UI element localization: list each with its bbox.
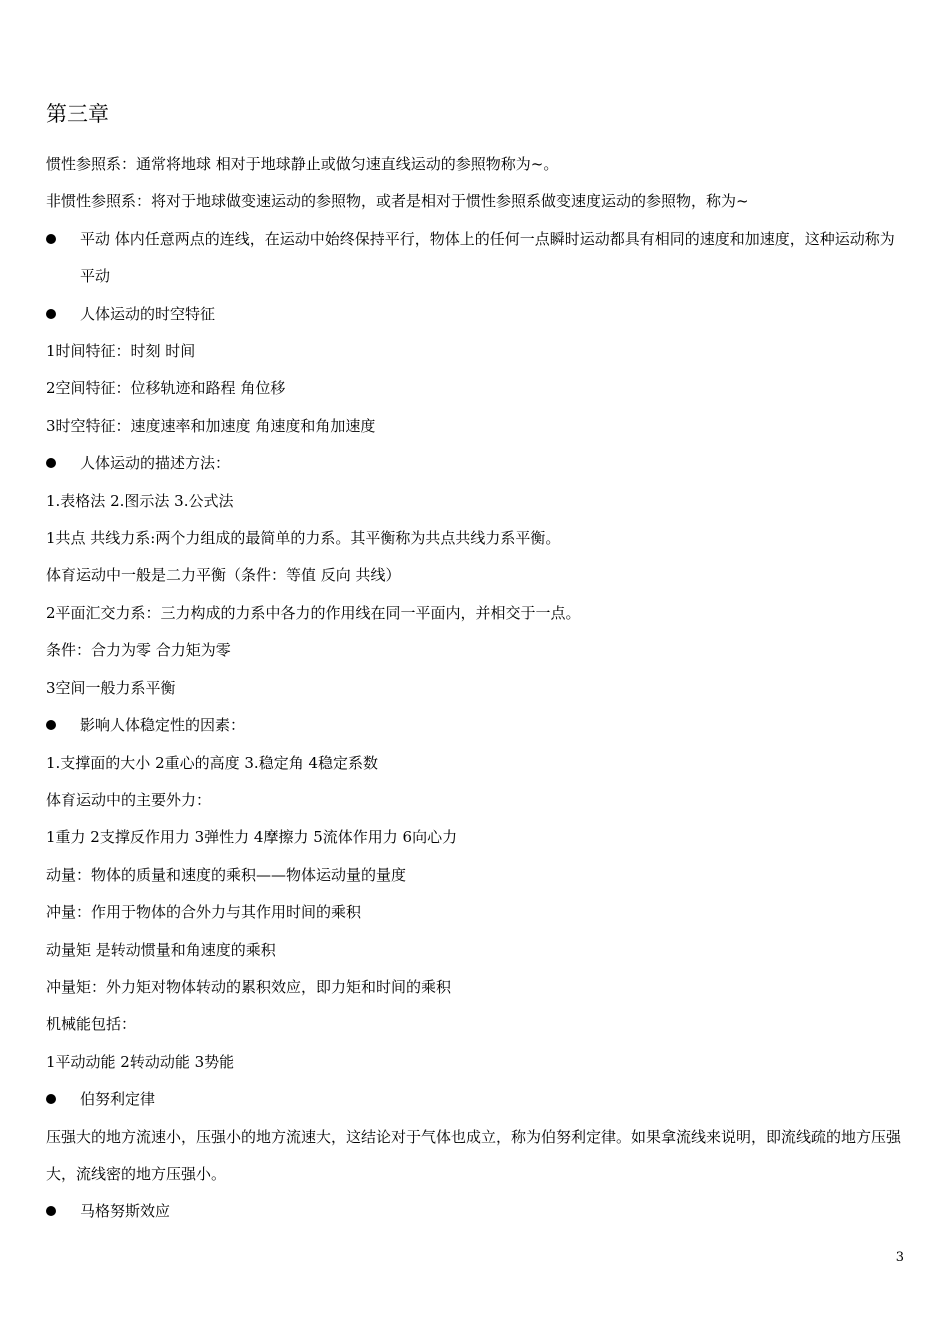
paragraph-spatial-forces: 3空间一般力系平衡 <box>46 678 176 697</box>
paragraph-mechanical-energy: 机械能包括： <box>46 1015 137 1034</box>
bullet-item-translation <box>46 221 906 296</box>
bullet-icon <box>46 1206 56 1216</box>
chapter-heading: 第三章 <box>46 102 109 126</box>
paragraph-conditions: 条件：合力为零 合力矩为零 <box>46 641 231 660</box>
bullet-item-stability-factors <box>46 707 906 744</box>
bullet-text: 影响人体稳定性的因素： <box>80 716 246 735</box>
document-content <box>46 96 906 1231</box>
bullet-icon <box>46 234 56 244</box>
paragraph-inertial-frame: 惯性参照系：通常将地球 相对于地球静止或做匀速直线运动的参照物称为~。 <box>46 155 559 173</box>
paragraph-concurrent-forces: 2平面汇交力系：三力构成的力系中各力的作用线在同一平面内，并相交于一点。 <box>46 603 581 622</box>
list-item-energy: 1平动动能 2转动动能 3势能 <box>46 1052 235 1071</box>
list-item-time: 1时间特征：时刻 时间 <box>46 342 196 361</box>
bullet-item-description-methods <box>46 445 906 482</box>
paragraph-bernoulli: 压强大的地方流速小，压强小的地方流速大，这结论对于气体也成立，称为伯努利定律。如果拿流线来说明，即流线疏的地方压强大，流线密的地方压强小。 <box>46 1127 902 1183</box>
list-item-forces: 1重力 2支撑反作用力 3弹性力 4摩擦力 5流体作用力 6向心力 <box>46 828 458 847</box>
bullet-text: 人体运动的描述方法： <box>80 454 231 473</box>
bullet-item-bernoulli <box>46 1081 906 1118</box>
paragraph-angular-impulse: 冲量矩：外力矩对物体转动的累积效应，即力矩和时间的乘积 <box>46 977 452 996</box>
list-item-space: 2空间特征：位移轨迹和路程 角位移 <box>46 379 286 398</box>
bullet-icon <box>46 1094 56 1104</box>
bullet-icon <box>46 720 56 730</box>
list-item-methods: 1.表格法 2.图示法 3.公式法 <box>46 491 234 510</box>
paragraph-angular-momentum: 动量矩 是转动惯量和角速度的乘积 <box>46 940 276 959</box>
page-number: 3 <box>895 1250 904 1265</box>
paragraph-external-forces: 体育运动中的主要外力： <box>46 790 212 809</box>
bullet-text: 马格努斯效应 <box>80 1202 171 1221</box>
paragraph-collinear-forces: 1共点 共线力系:两个力组成的最简单的力系。其平衡称为共点共线力系平衡。 <box>46 529 561 548</box>
bullet-text: 人体运动的时空特征 <box>80 304 216 323</box>
paragraph-noninertial-frame: 非惯性参照系：将对于地球做变速运动的参照物，或者是相对于惯性参照系做变速度运动的参照物，称为~ <box>46 192 749 211</box>
bullet-item-spacetime <box>46 296 906 333</box>
bullet-item-magnus <box>46 1193 906 1230</box>
bullet-text: 伯努利定律 <box>80 1090 156 1109</box>
bullet-icon <box>46 458 56 468</box>
bullet-icon <box>46 309 56 319</box>
list-item-stability: 1.支撑面的大小 2重心的高度 3.稳定角 4稳定系数 <box>46 753 379 772</box>
paragraph-two-force-balance: 体育运动中一般是二力平衡（条件：等值 反向 共线） <box>46 566 401 585</box>
list-item-spacetime: 3时空特征：速度速率和加速度 角速度和角加速度 <box>46 416 376 435</box>
paragraph-impulse: 冲量：作用于物体的合外力与其作用时间的乘积 <box>46 903 362 922</box>
bullet-text: 平动 体内任意两点的连线，在运动中始终保持平行，物体上的任何一点瞬时运动都具有相同的速度和加速度，这种运动称为平动 <box>80 229 895 286</box>
paragraph-momentum: 动量：物体的质量和速度的乘积——物体运动量的量度 <box>46 865 407 884</box>
